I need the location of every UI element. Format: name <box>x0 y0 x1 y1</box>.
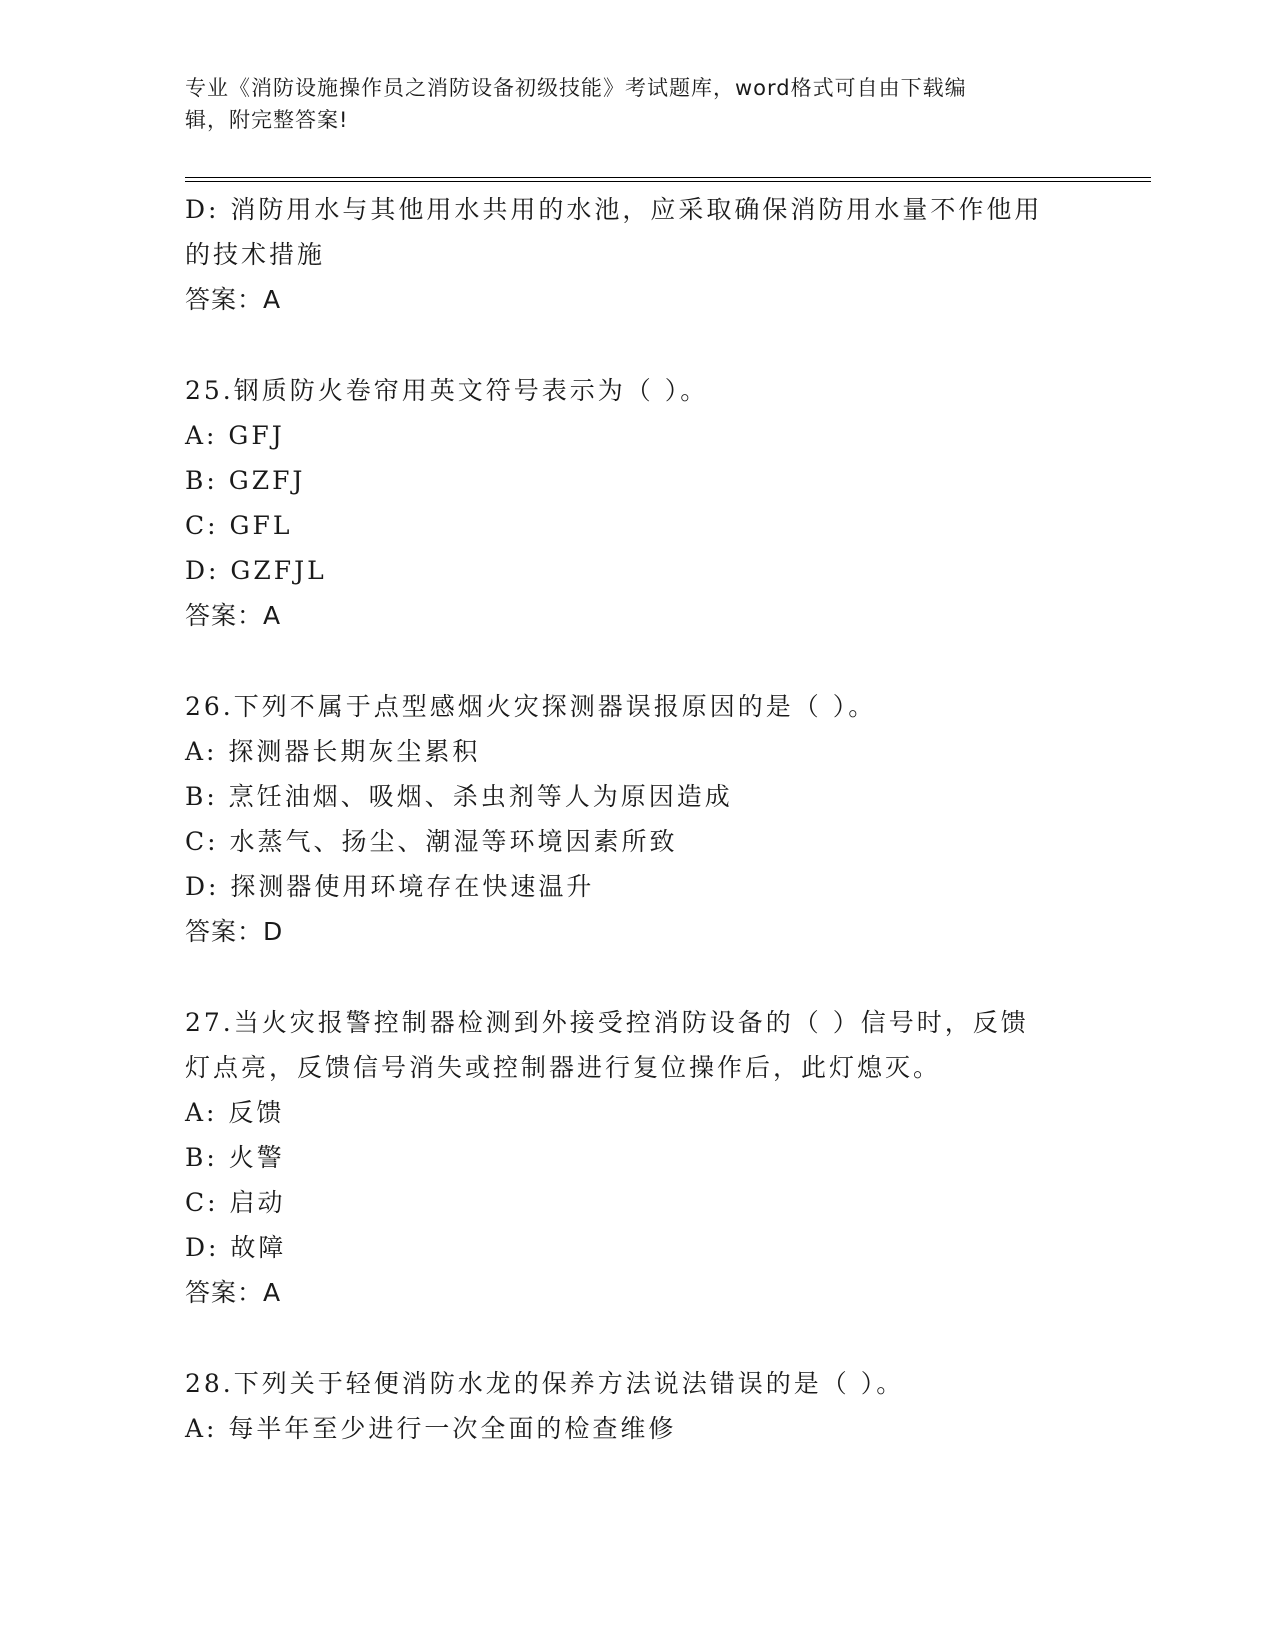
option-c: C: 水蒸气、扬尘、潮湿等环境因素所致 <box>185 827 678 856</box>
question-27 <box>185 1000 1085 1315</box>
option-a: A: 每半年至少进行一次全面的检查维修 <box>185 1414 677 1443</box>
option-d: D: GZFJL <box>185 556 327 585</box>
option-c: C: 启动 <box>185 1188 286 1217</box>
answer: 答案：D <box>185 917 284 946</box>
question-stem: 26.下列不属于点型感烟火灾探测器误报原因的是（ ）。 <box>185 692 877 721</box>
question-stem: 27.当火灾报警控制器检测到外接受控消防设备的（ ）信号时，反馈 <box>185 1008 1029 1037</box>
answer: 答案：A <box>185 601 282 630</box>
option-b: B: 烹饪油烟、吸烟、杀虫剂等人为原因造成 <box>185 782 733 811</box>
answer: 答案：A <box>185 285 282 314</box>
question-24-tail <box>185 187 1085 322</box>
question-stem: 25.钢质防火卷帘用英文符号表示为（ ）。 <box>185 376 709 405</box>
option-b: B: GZFJ <box>185 466 306 495</box>
question-stem-continued: 灯点亮，反馈信号消失或控制器进行复位操作后，此灯熄灭。 <box>185 1053 942 1082</box>
option-a: A: 探测器长期灰尘累积 <box>185 737 481 766</box>
page-header <box>185 72 1065 136</box>
question-content <box>185 187 1085 1451</box>
option-c: C: GFL <box>185 511 293 540</box>
option-d: D: 故障 <box>185 1233 287 1262</box>
option-a: A: GFJ <box>185 421 285 450</box>
option-d-continued: 的技术措施 <box>185 240 326 269</box>
option-a: A: 反馈 <box>185 1098 285 1127</box>
option-d: D: 消防用水与其他用水共用的水池，应采取确保消防用水量不作他用 <box>185 195 1043 224</box>
header-double-rule <box>185 177 1151 182</box>
header-line-2: 辑，附完整答案! <box>185 108 349 132</box>
option-d: D: 探测器使用环境存在快速温升 <box>185 872 595 901</box>
question-stem: 28.下列关于轻便消防水龙的保养方法说法错误的是（ ）。 <box>185 1369 905 1398</box>
header-line-1: 专业《消防设施操作员之消防设备初级技能》考试题库，word格式可自由下载编 <box>185 76 967 100</box>
question-25 <box>185 368 1085 638</box>
question-26 <box>185 684 1085 954</box>
question-28 <box>185 1361 1085 1451</box>
option-b: B: 火警 <box>185 1143 285 1172</box>
answer: 答案：A <box>185 1278 282 1307</box>
